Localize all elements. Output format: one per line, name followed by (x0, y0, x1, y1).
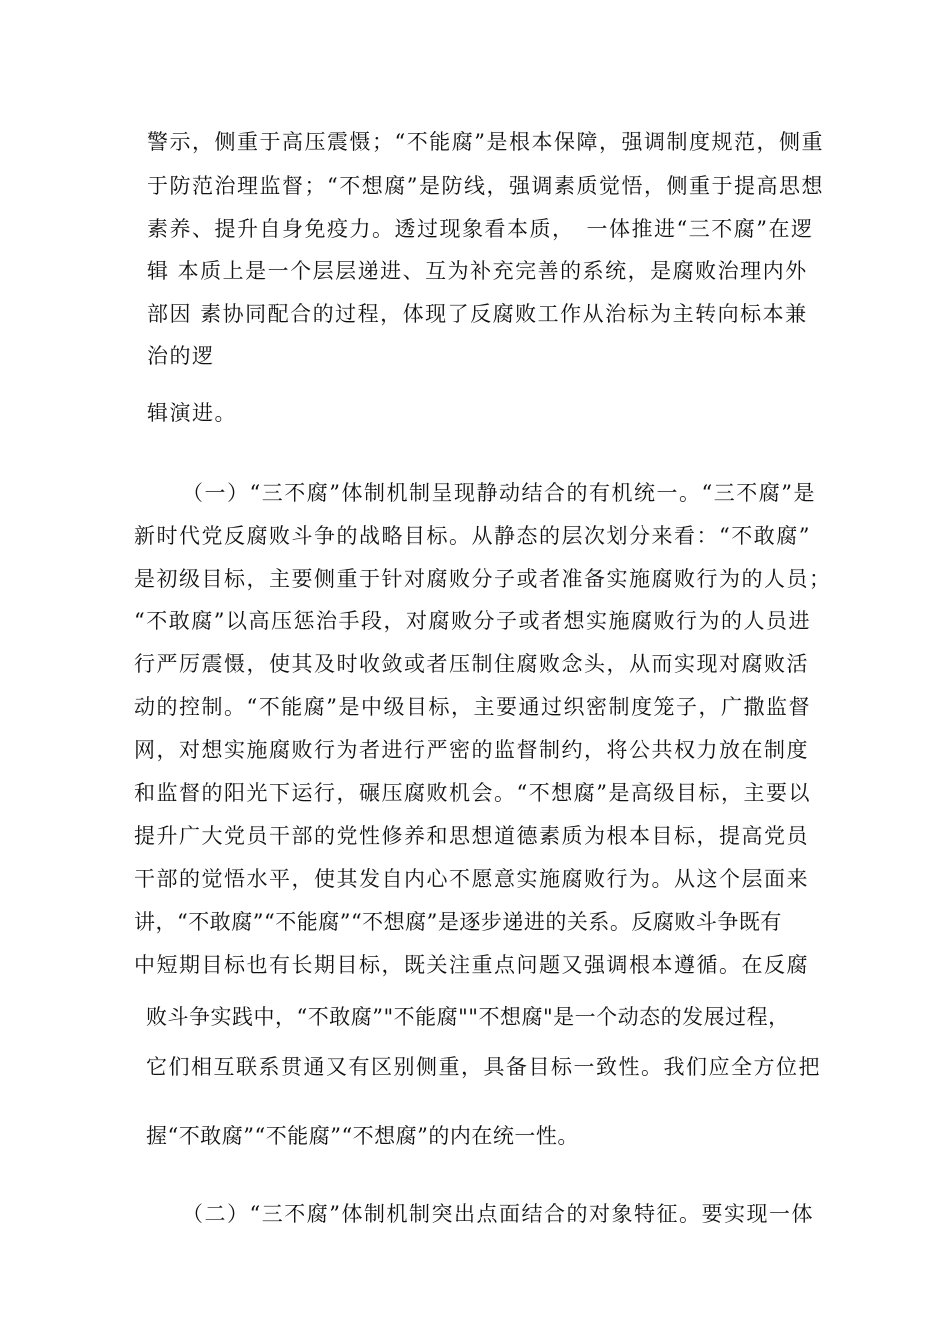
paragraph-line: 行严厉震慑，使其及时收敛或者压制住腐败念头，从而实现对腐败活 (134, 652, 809, 676)
paragraph-line: 讲，“不敢腐”“不能腐”“不想腐”是逐步递进的关系。反腐败斗争既有 (134, 910, 782, 934)
paragraph-line: 辑 本质上是一个层层递进、互为补充完善的系统，是腐败治理内外 (147, 259, 808, 283)
paragraph-line: 治的逻 (147, 344, 215, 368)
paragraph-line: 败斗争实践中，“不敢腐”"不能腐""不想腐"是一个动态的发展过程， (146, 1005, 790, 1029)
paragraph-line: 干部的觉悟水平，使其发自内心不愿意实施腐败行为。从这个层面来 (134, 867, 809, 891)
paragraph-line: 新时代党反腐败斗争的战略目标。从静态的层次划分来看：“不敢腐” (134, 524, 811, 548)
paragraph-line: 于防范治理监督；“不想腐”是防线，强调素质觉悟，侧重于提高思想 (147, 174, 824, 198)
paragraph-line: 握“不敢腐”“不能腐”“不想腐”的内在统一性。 (146, 1124, 579, 1148)
paragraph-line: 和监督的阳光下运行，碾压腐败机会。“不想腐”是高级目标，主要以 (134, 781, 811, 805)
paragraph-line: “不敢腐”以高压惩治手段，对腐败分子或者想实施腐败行为的人员进 (134, 609, 811, 633)
paragraph-line: 素养、提升自身免疫力。透过现象看本质， 一体推进“三不腐”在逻 (147, 217, 814, 241)
paragraph-line: 提升广大党员干部的党性修养和思想道德素质为根本目标，提高党员 (134, 824, 809, 848)
section-heading-line: （二）“三不腐”体制机制突出点面结合的对象特征。要实现一体 (182, 1202, 814, 1226)
paragraph-line: 是初级目标，主要侧重于针对腐败分子或者准备实施腐败行为的人员； (134, 567, 832, 591)
paragraph-line: 中短期目标也有长期目标，既关注重点问题又强调根本遵循。在反腐 (134, 953, 809, 977)
paragraph-line: 它们相互联系贯通又有区别侧重，具备目标一致性。我们应全方位把 (146, 1055, 821, 1079)
paragraph-line: 辑演进。 (147, 401, 237, 425)
paragraph-line: 动的控制。“不能腐”是中级目标，主要通过织密制度笼子，广撒监督 (134, 695, 811, 719)
paragraph-line: 网，对想实施腐败行为者进行严密的监督制约，将公共权力放在制度 (134, 738, 809, 762)
paragraph-line: 部因 素协同配合的过程，体现了反腐败工作从治标为主转向标本兼 (147, 302, 808, 326)
paragraph-line: 警示，侧重于高压震慑；“不能腐”是根本保障，强调制度规范，侧重 (147, 130, 824, 154)
section-heading-line: （一）“三不腐”体制机制呈现静动结合的有机统一。“三不腐”是 (182, 481, 816, 505)
